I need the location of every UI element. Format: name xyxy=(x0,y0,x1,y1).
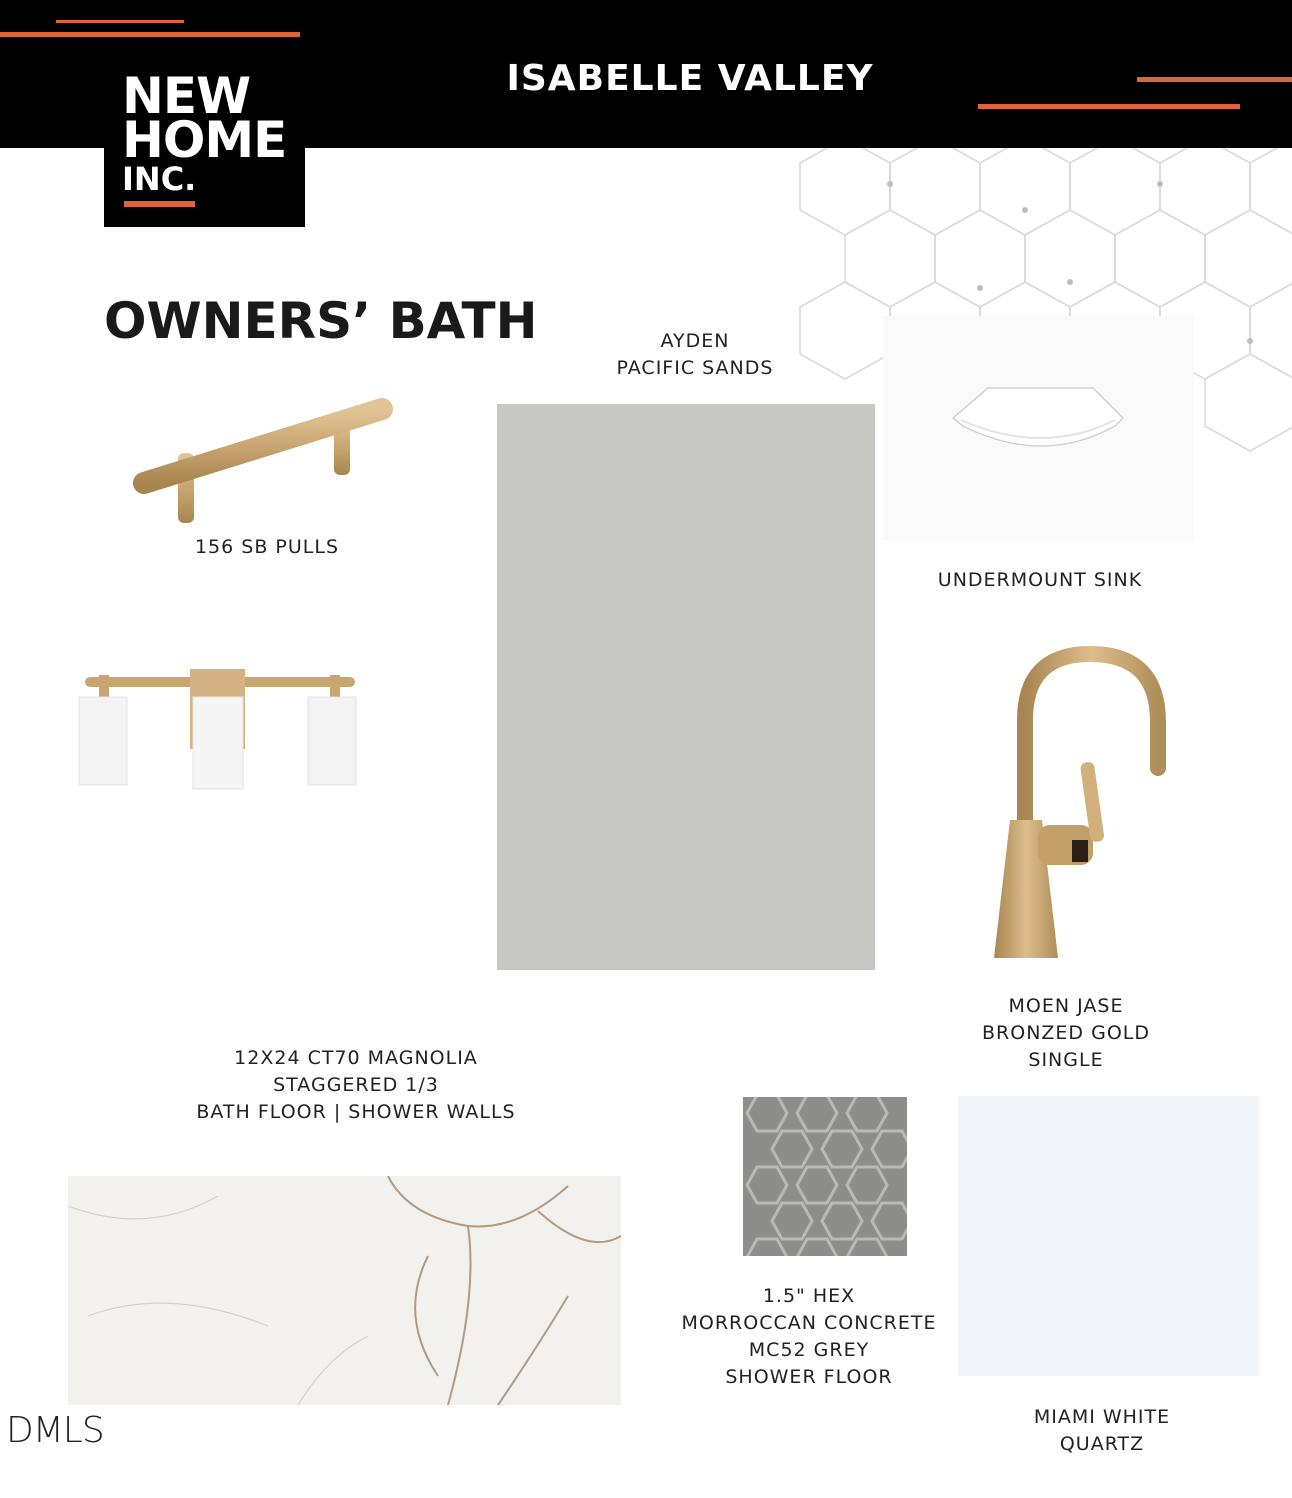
pulls-label-line: 156 SB PULLS xyxy=(194,536,340,558)
accent-stripe xyxy=(0,32,300,37)
quartz-swatch xyxy=(958,1096,1259,1376)
page-title: OWNERS’ BATH xyxy=(104,292,538,350)
sink-label-line: UNDERMOUNT SINK xyxy=(937,569,1143,591)
hex-tile-label-line4: SHOWER FLOOR xyxy=(725,1366,893,1388)
sink-label xyxy=(920,567,1160,594)
hex-tile-swatch xyxy=(743,1097,907,1256)
faucet-label xyxy=(950,993,1182,1074)
quartz-label-line2: QUARTZ xyxy=(1059,1433,1145,1455)
faucet-label-line1: MOEN JASE xyxy=(1008,995,1124,1017)
logo-line3: INC. xyxy=(122,160,197,198)
sink-icon xyxy=(883,316,1194,540)
floor-tile-label-line1: 12X24 CT70 MAGNOLIA xyxy=(234,1047,478,1069)
hex-tile-label-line3: MC52 GREY xyxy=(748,1339,870,1361)
faucet-label-line3: SINGLE xyxy=(1028,1049,1104,1071)
floor-tile-label xyxy=(176,1045,536,1126)
accent-stripe xyxy=(978,104,1240,109)
marble-tile-swatch xyxy=(68,1176,621,1405)
dmls-watermark: DMLS xyxy=(6,1410,104,1451)
faucet-image xyxy=(980,640,1180,970)
logo-line1: NEW xyxy=(122,67,251,125)
quartz-label xyxy=(990,1404,1214,1458)
vanity-light-image xyxy=(75,665,360,790)
quartz-label-line1: MIAMI WHITE xyxy=(1033,1406,1171,1428)
hex-tile-label-line1: 1.5" HEX xyxy=(762,1285,856,1307)
community-title: ISABELLE VALLEY xyxy=(506,58,874,99)
countertop-label xyxy=(590,328,800,382)
floor-tile-label-line3: BATH FLOOR | SHOWER WALLS xyxy=(196,1101,516,1123)
floor-tile-label-line2: STAGGERED 1/3 xyxy=(273,1074,439,1096)
countertop-label-line1: AYDEN xyxy=(660,330,730,352)
cabinet-pull-image xyxy=(130,395,396,527)
accent-stripe xyxy=(1137,77,1292,82)
countertop-swatch xyxy=(497,404,875,970)
hex-tile-label-line2: MORROCCAN CONCRETE xyxy=(681,1312,937,1334)
sink-image xyxy=(883,316,1194,540)
pulls-label xyxy=(150,534,384,561)
accent-stripe xyxy=(56,20,184,23)
hex-tile-label xyxy=(668,1283,950,1391)
logo-line2: HOME xyxy=(122,111,287,169)
logo-underline xyxy=(124,201,195,207)
logo xyxy=(122,67,287,198)
faucet-label-line2: BRONZED GOLD xyxy=(982,1022,1150,1044)
countertop-label-line2: PACIFIC SANDS xyxy=(616,357,774,379)
